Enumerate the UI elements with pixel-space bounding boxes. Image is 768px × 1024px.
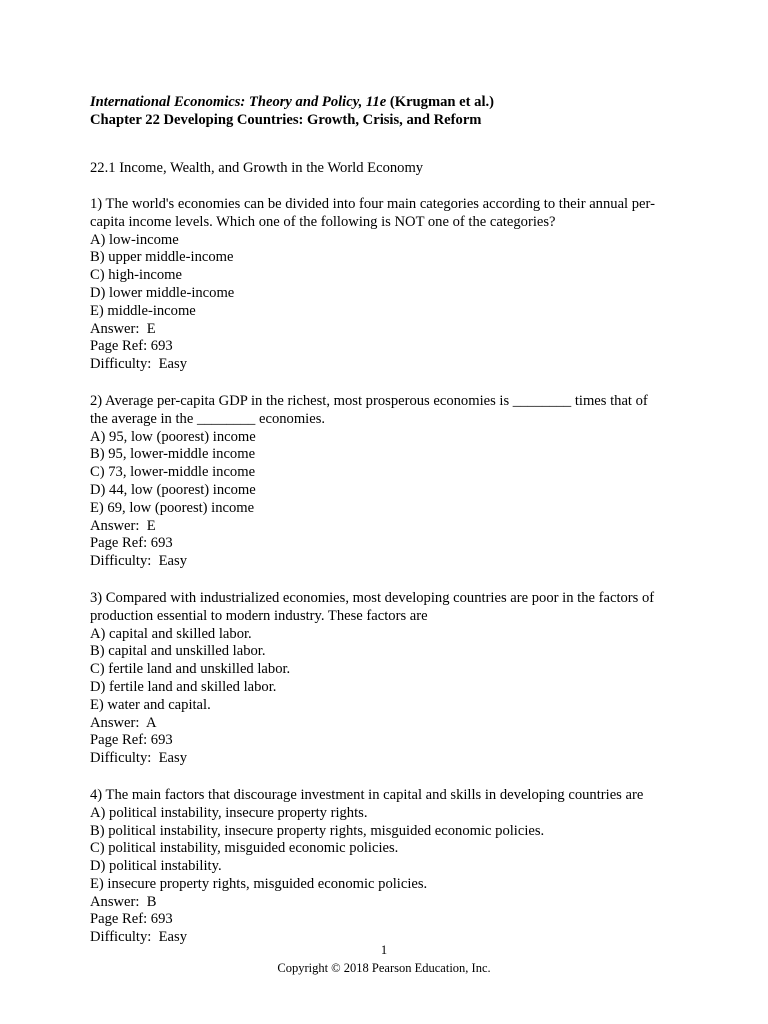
answer-key: Answer: B — [90, 893, 157, 910]
answer-option: B) upper middle-income — [90, 249, 234, 266]
answer-option: D) fertile land and skilled labor. — [90, 678, 277, 695]
answer-option: E) 69, low (poorest) income — [90, 499, 255, 516]
question-stem: the average in the ________ economies. — [90, 410, 326, 427]
section-heading: 22.1 Income, Wealth, and Growth in the World Economy — [90, 160, 424, 176]
question-stem: production essential to modern industry. These factors are — [90, 607, 428, 624]
document-page — [90, 93, 690, 947]
difficulty-level: Difficulty: Easy — [90, 553, 188, 570]
answer-option: E) middle-income — [90, 302, 196, 319]
question-block — [90, 590, 690, 768]
answer-key: Answer: E — [90, 320, 156, 337]
answer-option: A) capital and skilled labor. — [90, 625, 252, 642]
page-reference: Page Ref: 693 — [90, 732, 173, 749]
answer-option: A) low-income — [90, 231, 179, 248]
difficulty-level: Difficulty: Easy — [90, 929, 188, 946]
difficulty-level: Difficulty: Easy — [90, 750, 188, 767]
answer-option: C) high-income — [90, 267, 183, 284]
book-header — [90, 93, 690, 111]
question-list — [90, 196, 690, 947]
question-stem: 3) Compared with industrialized economies, most developing countries are poor in the factors of — [90, 589, 655, 606]
answer-option: E) water and capital. — [90, 696, 211, 713]
answer-option: B) political instability, insecure property rights, misguided economic policies. — [90, 822, 545, 839]
question-stem: 4) The main factors that discourage investment in capital and skills in developing countries are — [90, 786, 644, 803]
book-title: International Economics: Theory and Policy, 11e — [90, 94, 387, 110]
difficulty-level: Difficulty: Easy — [90, 356, 188, 373]
question-stem: capita income levels. Which one of the following is NOT one of the categories? — [90, 213, 556, 230]
answer-option: E) insecure property rights, misguided economic policies. — [90, 875, 428, 892]
question-stem: 2) Average per-capita GDP in the richest, most prosperous economies is ________ times that of — [90, 392, 648, 409]
answer-option: D) 44, low (poorest) income — [90, 481, 256, 498]
answer-key: Answer: A — [90, 714, 157, 731]
question-block — [90, 393, 690, 571]
page-reference: Page Ref: 693 — [90, 911, 173, 928]
answer-option: D) lower middle-income — [90, 284, 235, 301]
answer-option: B) capital and unskilled labor. — [90, 643, 266, 660]
answer-option: A) 95, low (poorest) income — [90, 428, 256, 445]
book-authors: (Krugman et al.) — [389, 94, 495, 110]
page-reference: Page Ref: 693 — [90, 338, 173, 355]
answer-key: Answer: E — [90, 517, 156, 534]
question-block — [90, 787, 690, 947]
page-number: 1 — [380, 943, 388, 957]
question-block — [90, 196, 690, 374]
answer-option: C) political instability, misguided economic policies. — [90, 840, 399, 857]
answer-option: A) political instability, insecure property rights. — [90, 804, 368, 821]
answer-option: C) fertile land and unskilled labor. — [90, 661, 291, 678]
answer-option: B) 95, lower-middle income — [90, 446, 256, 463]
chapter-title: Chapter 22 Developing Countries: Growth, Crisis, and Reform — [90, 112, 482, 128]
answer-option: C) 73, lower-middle income — [90, 464, 256, 481]
question-stem: 1) The world's economies can be divided into four main categories according to their annual per- — [90, 196, 655, 212]
page-reference: Page Ref: 693 — [90, 535, 173, 552]
copyright-notice: Copyright © 2018 Pearson Education, Inc. — [277, 961, 491, 975]
answer-option: D) political instability. — [90, 858, 222, 875]
